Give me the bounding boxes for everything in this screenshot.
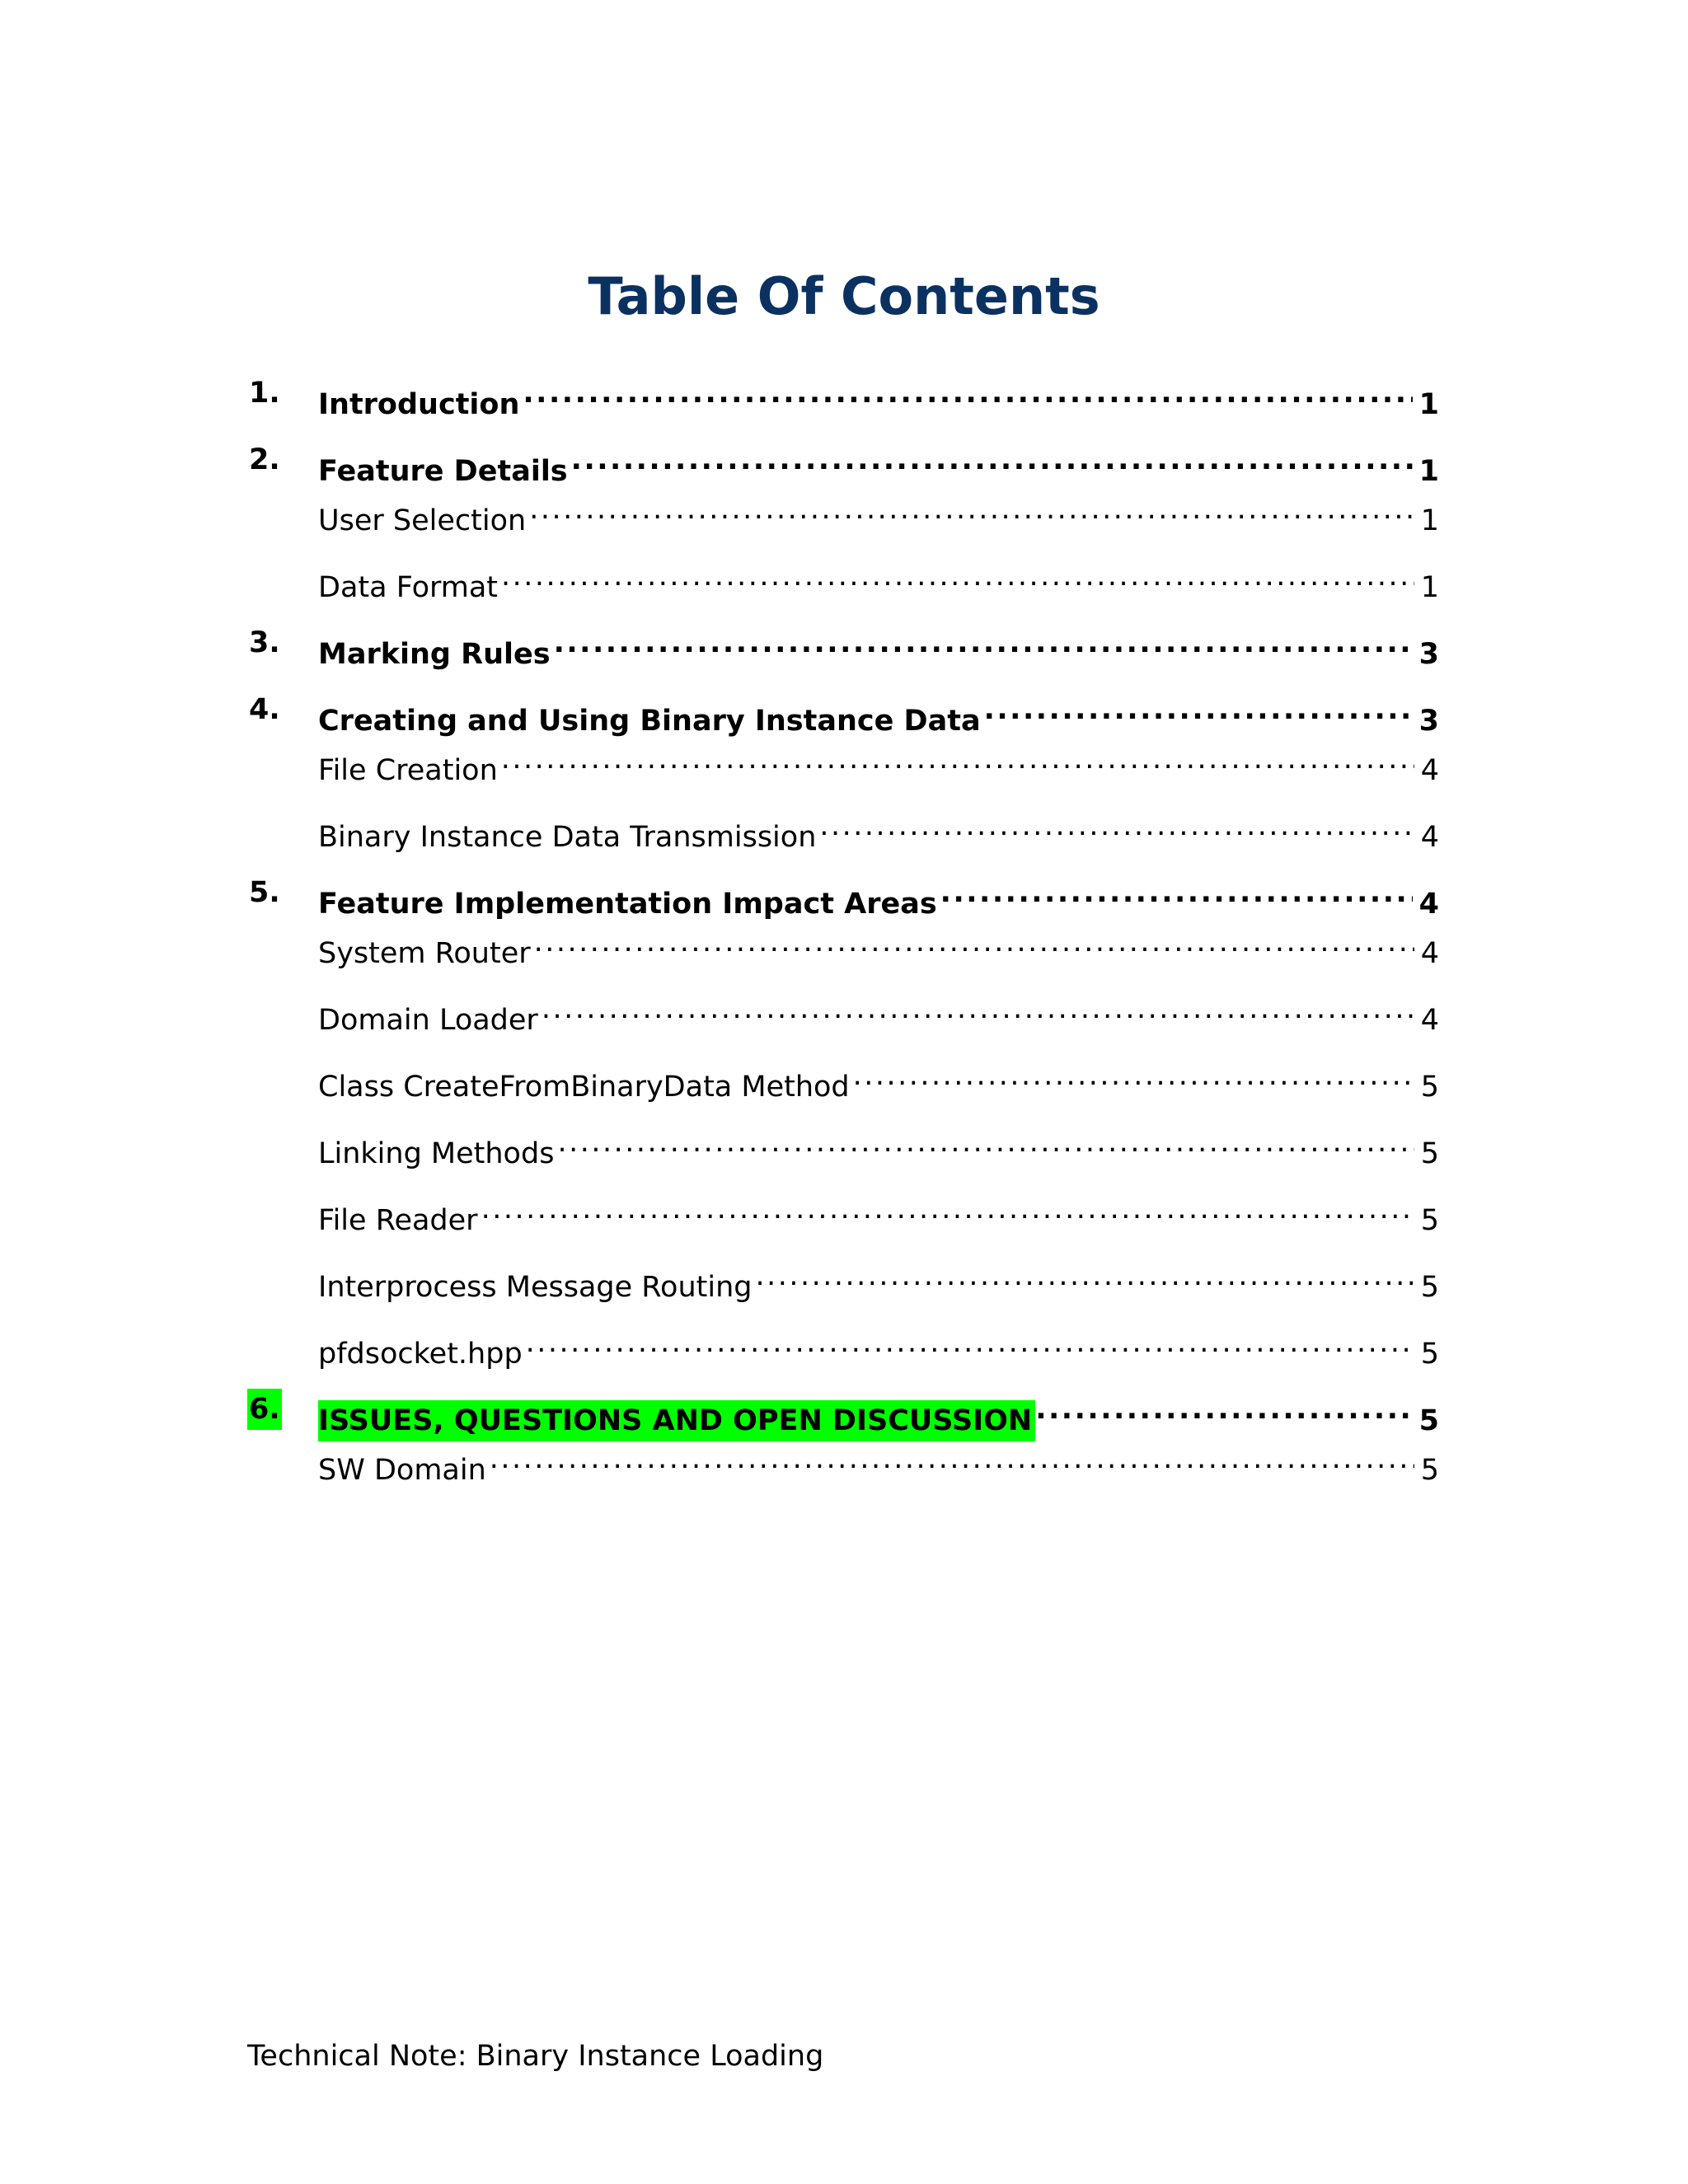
dot-leader	[542, 988, 1414, 1029]
toc-entry-page: 5	[1420, 1454, 1439, 1487]
toc-entry-label: User Selection	[318, 504, 527, 537]
toc-entry-file-creation[interactable]	[318, 738, 1439, 787]
toc-entry-label: Feature Details	[318, 455, 568, 488]
toc-entry-page: 5	[1420, 1137, 1439, 1170]
dot-leader	[534, 921, 1414, 963]
toc-entry-page: 1	[1418, 455, 1439, 488]
toc-entry-sw-domain[interactable]	[318, 1438, 1439, 1487]
toc-entry-domain-loader[interactable]	[318, 988, 1439, 1037]
toc-entry-label: Data Format	[318, 571, 499, 604]
toc-entry-interprocess-message-routing[interactable]	[318, 1255, 1439, 1304]
toc-entry-label: Binary Instance Data Transmission	[318, 821, 817, 854]
dot-leader	[490, 1438, 1414, 1479]
toc-entry-label: ISSUES, QUESTIONS AND OPEN DISCUSSION	[318, 1400, 1035, 1441]
toc-entry-number: 4.	[249, 693, 280, 726]
toc-entry-label: Linking Methods	[318, 1137, 555, 1170]
toc-entry-label: Class CreateFromBinaryData Method	[318, 1071, 850, 1104]
toc-entry-page: 5	[1420, 1071, 1439, 1104]
toc-entry-page: 4	[1420, 821, 1439, 854]
toc-entry-number: 1.	[249, 377, 280, 410]
toc-entry-introduction[interactable]	[249, 373, 1439, 421]
toc-entry-label: File Reader	[318, 1204, 478, 1237]
toc-entry-label: Feature Implementation Impact Areas	[318, 888, 937, 921]
toc-entry-page: 3	[1418, 705, 1439, 738]
toc-entry-page: 3	[1418, 638, 1439, 671]
toc-entry-page: 5	[1420, 1204, 1439, 1237]
toc-entry-number: 3.	[249, 626, 280, 659]
toc-entry-feature-implementation-impact-areas[interactable]	[249, 872, 1439, 921]
toc-entry-page: 4	[1418, 888, 1439, 921]
toc-entry-number: 5.	[249, 876, 280, 909]
toc-entry-number: 6.	[247, 1389, 282, 1430]
toc-entry-feature-details[interactable]	[249, 439, 1439, 488]
dot-leader	[853, 1055, 1414, 1096]
toc-entry-label: Domain Loader	[318, 1004, 538, 1037]
toc-entry-data-format[interactable]	[318, 555, 1439, 604]
dot-leader	[526, 1322, 1414, 1363]
dot-leader	[940, 872, 1413, 913]
dot-leader	[501, 555, 1414, 597]
dot-leader	[523, 373, 1412, 414]
toc-entry-binary-instance-data-transmission[interactable]	[318, 805, 1439, 854]
dot-leader	[984, 689, 1413, 730]
toc-entry-label: pfdsocket.hpp	[318, 1338, 523, 1371]
dot-leader	[481, 1188, 1414, 1230]
toc-entry-page: 5	[1420, 1338, 1439, 1371]
toc-entry-page: 1	[1418, 388, 1439, 421]
toc-title: Table Of Contents	[588, 266, 1100, 326]
toc-entry-label: Marking Rules	[318, 638, 551, 671]
dot-leader	[557, 1122, 1414, 1163]
toc-entry-linking-methods[interactable]	[318, 1122, 1439, 1170]
toc-entry-file-reader[interactable]	[318, 1188, 1439, 1237]
toc-entry-label: Creating and Using Binary Instance Data	[318, 705, 981, 738]
toc-entry-number: 2.	[249, 443, 280, 476]
toc-entry-label: Interprocess Message Routing	[318, 1271, 753, 1304]
toc-entry-label: SW Domain	[318, 1454, 486, 1487]
dot-leader	[819, 805, 1414, 846]
dot-leader	[571, 439, 1413, 480]
dot-leader	[529, 489, 1414, 530]
toc-entry-label: System Router	[318, 937, 531, 970]
toc-entry-issues-questions-open-discussion[interactable]	[249, 1389, 1439, 1437]
toc-entry-page: 5	[1420, 1271, 1439, 1304]
toc-entry-creating-binary-instance-data[interactable]	[249, 689, 1439, 738]
toc-entry-page: 1	[1420, 571, 1439, 604]
toc-entry-class-createfrombinarydata-method[interactable]	[318, 1055, 1439, 1104]
toc-entry-label: Introduction	[318, 388, 520, 421]
page-footer: Technical Note: Binary Instance Loading	[247, 2040, 824, 2073]
toc-entry-page: 4	[1420, 937, 1439, 970]
dot-leader	[1035, 1389, 1412, 1430]
toc-entry-user-selection[interactable]	[318, 489, 1439, 537]
toc-entry-page: 4	[1420, 754, 1439, 787]
toc-entry-system-router[interactable]	[318, 921, 1439, 970]
toc-entry-marking-rules[interactable]	[249, 622, 1439, 671]
toc-entry-page: 5	[1418, 1404, 1439, 1437]
dot-leader	[554, 622, 1413, 663]
dot-leader	[501, 738, 1414, 780]
toc-entry-pfdsocket-hpp[interactable]	[318, 1322, 1439, 1371]
toc-entry-page: 1	[1420, 504, 1439, 537]
toc-entry-page: 4	[1420, 1004, 1439, 1037]
toc-entry-label: File Creation	[318, 754, 498, 787]
dot-leader	[756, 1255, 1414, 1296]
